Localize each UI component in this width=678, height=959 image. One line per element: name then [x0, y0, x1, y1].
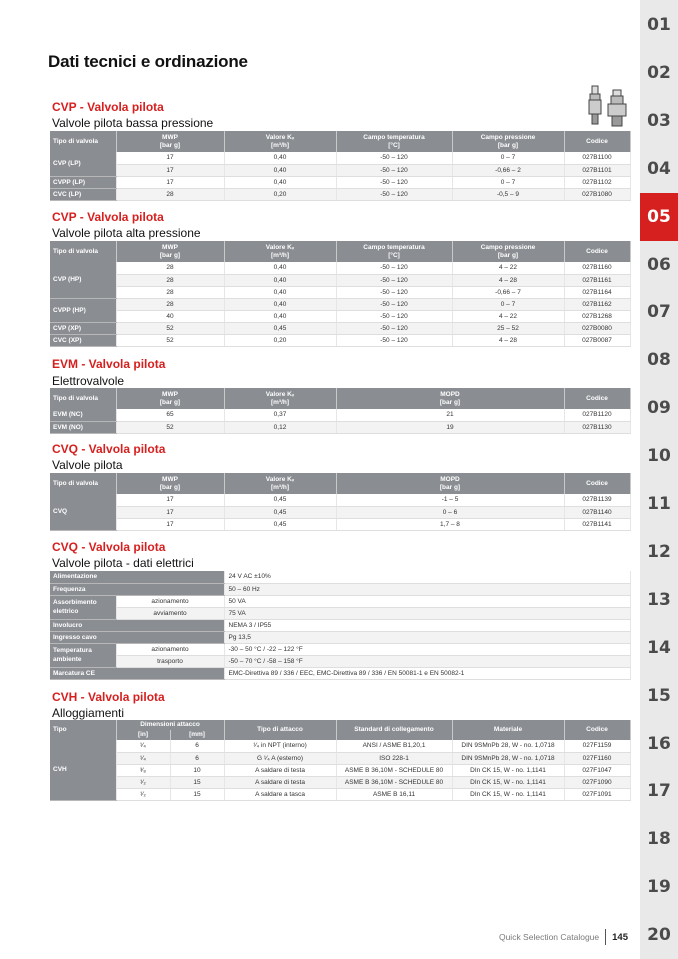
table-cell: 027B1130: [564, 421, 630, 433]
table-cell: 10: [170, 764, 224, 776]
table-cell: 65: [116, 409, 224, 421]
column-header: Valore Kᵥ [m³/h]: [224, 388, 336, 409]
section-subtitle-cvp-lp: Valvole pilota bassa pressione: [52, 116, 214, 130]
table-cell: 027B1268: [564, 310, 630, 322]
column-header: Tipo di valvola: [50, 241, 116, 262]
table-cell: -50 – 70 °C / -58 – 158 °F: [224, 655, 630, 667]
column-header: Valore Kᵥ [m³/h]: [224, 241, 336, 262]
header-standard: Standard di collegamento: [336, 720, 452, 740]
table-cvq-electrical: [50, 571, 631, 680]
table-cell: 4 – 28: [452, 274, 564, 286]
table-row: [50, 274, 630, 286]
section-subtitle-cvq-elec: Valvole pilota - dati elettrici: [52, 556, 194, 570]
table-cell: DIN 9SMnPb 28, W - no. 1,0718: [452, 740, 564, 752]
table-cell: 50 VA: [224, 595, 630, 607]
row-label: Marcatura CE: [50, 667, 224, 679]
row-label: Frequenza: [50, 583, 224, 595]
table-row: [50, 788, 630, 800]
table-cell: 17: [116, 494, 224, 506]
table-cell: A saldare a tasca: [224, 788, 336, 800]
chapter-tab-03[interactable]: 03: [647, 110, 671, 131]
column-header: Tipo di valvola: [50, 473, 116, 494]
chapter-tab-11[interactable]: 11: [647, 494, 671, 514]
chapter-tab-14[interactable]: 14: [647, 637, 671, 658]
table-cvp-lp: [50, 131, 631, 201]
table-cell: -50 – 120: [336, 310, 452, 322]
table-cell: 0,40: [224, 152, 336, 164]
table-cell: ASME B 36,10M - SCHEDULE 80: [336, 764, 452, 776]
table-row: [50, 409, 630, 421]
chapter-tab-19[interactable]: 19: [647, 877, 671, 898]
table-cell: 0 – 7: [452, 152, 564, 164]
table-row: [50, 262, 630, 274]
table-cell: NEMA 3 / IP55: [224, 619, 630, 631]
chapter-tab-04[interactable]: 04: [647, 158, 671, 179]
table-cell: ¹⁄₄: [116, 752, 170, 764]
chapter-tab-12[interactable]: 12: [647, 541, 671, 562]
table-cell: G ¹⁄₄ A (esterno): [224, 752, 336, 764]
chapter-tab-strip: [640, 0, 678, 959]
table-row: [50, 764, 630, 776]
header-in: [in]: [116, 730, 170, 740]
table-cell: 52: [116, 334, 224, 346]
table-cell: -50 – 120: [336, 298, 452, 310]
column-header: Tipo di valvola: [50, 131, 116, 152]
column-header: Campo temperatura [°C]: [336, 241, 452, 262]
header-mm: [mm]: [170, 730, 224, 740]
table-cell: 0,40: [224, 164, 336, 176]
table-row: [50, 619, 630, 631]
row-sublabel: avviamento: [116, 607, 224, 619]
column-header: Codice: [564, 388, 630, 409]
table-cell: 027F1160: [564, 752, 630, 764]
table-cell: 027B0087: [564, 334, 630, 346]
table-row: [50, 310, 630, 322]
section-subtitle-cvh: Alloggiamenti: [52, 706, 125, 720]
header-codice: Codice: [564, 720, 630, 740]
row-label: CVC (LP): [50, 188, 116, 200]
section-title-cvp-hp: CVP - Valvola pilota: [52, 210, 164, 224]
table-cell: 0,20: [224, 334, 336, 346]
table-cell: 027B1120: [564, 409, 630, 421]
chapter-tab-13[interactable]: 13: [647, 589, 671, 610]
table-cell: A saldare di testa: [224, 776, 336, 788]
table-cell: -50 – 120: [336, 152, 452, 164]
column-header: Campo pressione [bar g]: [452, 241, 564, 262]
table-row: [50, 583, 630, 595]
table-cell: ¹⁄₄ in NPT (interno): [224, 740, 336, 752]
table-cell: 52: [116, 322, 224, 334]
table-cell: ¹⁄₂: [116, 776, 170, 788]
row-label: EVM (NO): [50, 421, 116, 433]
table-cell: ¹⁄₄: [116, 740, 170, 752]
column-header: Codice: [564, 131, 630, 152]
table-row: [50, 298, 630, 310]
section-subtitle-cvp-hp: Valvole pilota alta pressione: [52, 226, 201, 240]
table-cell: 17: [116, 164, 224, 176]
table-cvq: [50, 473, 631, 531]
table-cell: 0,40: [224, 176, 336, 188]
table-cell: DIn CK 15, W - no. 1,1141: [452, 776, 564, 788]
table-row: [50, 152, 630, 164]
row-label: CVC (XP): [50, 334, 116, 346]
table-cell: 027B0080: [564, 322, 630, 334]
table-cell: 19: [336, 421, 564, 433]
table-cell: ASME B 16,11: [336, 788, 452, 800]
pilot-valve-icon: [586, 84, 630, 137]
chapter-tab-01[interactable]: 01: [647, 15, 671, 35]
table-cell: -50 – 120: [336, 322, 452, 334]
table-row: [50, 740, 630, 752]
table-cell: 0,45: [224, 506, 336, 518]
table-row: [50, 571, 630, 583]
column-header: Tipo di valvola: [50, 388, 116, 409]
chapter-tab-02[interactable]: 02: [647, 62, 671, 83]
table-cvh: [50, 720, 631, 801]
table-cell: -0,66 – 2: [452, 164, 564, 176]
table-cell: 0 – 7: [452, 176, 564, 188]
table-cell: 0,40: [224, 274, 336, 286]
section-title-evm: EVM - Valvola pilota: [52, 357, 166, 371]
table-cell: -50 – 120: [336, 286, 452, 298]
table-cell: 027B1080: [564, 188, 630, 200]
table-cell: 17: [116, 152, 224, 164]
chapter-tab-18[interactable]: 18: [647, 829, 671, 850]
table-cell: -30 – 50 °C / -22 – 122 °F: [224, 643, 630, 655]
row-label: CVP (HP): [50, 262, 116, 298]
table-cell: 0,40: [224, 310, 336, 322]
row-label: CVQ: [50, 494, 116, 530]
page-footer: [499, 929, 628, 945]
table-cell: 40: [116, 310, 224, 322]
table-cell: 027B1161: [564, 274, 630, 286]
header-tipo-attacco: Tipo di attacco: [224, 720, 336, 740]
column-header: Campo pressione [bar g]: [452, 131, 564, 152]
chapter-tab-16[interactable]: 16: [647, 733, 671, 754]
column-header: Valore Kᵥ [m³/h]: [224, 473, 336, 494]
table-cell: 28: [116, 274, 224, 286]
row-label: CVPP (LP): [50, 176, 116, 188]
table-cell: 027F1159: [564, 740, 630, 752]
row-label: Alimentazione: [50, 571, 224, 583]
row-label: CVP (LP): [50, 152, 116, 176]
table-cell: -50 – 120: [336, 262, 452, 274]
table-cell: 75 VA: [224, 607, 630, 619]
table-cell: 1,7 – 8: [336, 518, 564, 530]
table-cell: 0,37: [224, 409, 336, 421]
table-cell: -50 – 120: [336, 274, 452, 286]
table-row: [50, 176, 630, 188]
table-cell: 17: [116, 506, 224, 518]
section-subtitle-evm: Elettrovalvole: [52, 374, 125, 388]
footer-divider: [605, 929, 606, 945]
table-cell: Pg 13,5: [224, 631, 630, 643]
header-tipo: Tipo: [50, 720, 116, 740]
table-cell: 6: [170, 752, 224, 764]
row-label: Ingresso cavo: [50, 631, 224, 643]
table-cell: 4 – 22: [452, 310, 564, 322]
table-cell: 28: [116, 298, 224, 310]
table-cell: 28: [116, 286, 224, 298]
table-cell: 25 – 52: [452, 322, 564, 334]
table-cell: A saldare di testa: [224, 764, 336, 776]
table-cell: -50 – 120: [336, 164, 452, 176]
table-cell: DIn CK 15, W - no. 1,1141: [452, 764, 564, 776]
table-cell: 24 V AC ±10%: [224, 571, 630, 583]
chapter-tab-05[interactable]: 05: [640, 193, 678, 241]
table-cell: 4 – 22: [452, 262, 564, 274]
column-header: Codice: [564, 241, 630, 262]
table-cell: 027B1141: [564, 518, 630, 530]
table-cell: -1 – 5: [336, 494, 564, 506]
table-cell: 0,40: [224, 286, 336, 298]
table-cell: 28: [116, 188, 224, 200]
row-label: EVM (NC): [50, 409, 116, 421]
table-row: [50, 334, 630, 346]
column-header: Valore Kᵥ [m³/h]: [224, 131, 336, 152]
chapter-tab-15[interactable]: 15: [647, 685, 671, 706]
table-cell: 027F1091: [564, 788, 630, 800]
table-cell: 0 – 7: [452, 298, 564, 310]
table-cell: EMC-Direttiva 89 / 336 / EEC, EMC-Direttiva 89 / 336 / EN 50081-1 e EN 50082-1: [224, 667, 630, 679]
chapter-tab-09[interactable]: 09: [647, 398, 671, 419]
table-cell: ANSI / ASME B1,20,1: [336, 740, 452, 752]
row-label: Assorbimento elettrico: [50, 595, 116, 619]
table-cell: 15: [170, 776, 224, 788]
row-label: CVH: [50, 740, 116, 800]
table-cell: DIN 9SMnPb 28, W - no. 1,0718: [452, 752, 564, 764]
table-cell: -50 – 120: [336, 176, 452, 188]
table-cell: -0,66 – 7: [452, 286, 564, 298]
row-label: CVP (XP): [50, 322, 116, 334]
table-row: [50, 322, 630, 334]
table-cell: -50 – 120: [336, 334, 452, 346]
column-header: Campo temperatura [°C]: [336, 131, 452, 152]
table-cell: 027B1139: [564, 494, 630, 506]
table-cell: 027B1140: [564, 506, 630, 518]
column-header: MWP [bar g]: [116, 131, 224, 152]
table-row: [50, 164, 630, 176]
row-label: Temperatura ambiente: [50, 643, 116, 667]
table-cell: 027B1162: [564, 298, 630, 310]
table-cell: 28: [116, 262, 224, 274]
table-cell: 0,20: [224, 188, 336, 200]
section-subtitle-cvq: Valvole pilota: [52, 458, 123, 472]
section-title-cvq: CVQ - Valvola pilota: [52, 442, 166, 456]
section-title-cvh: CVH - Valvola pilota: [52, 690, 165, 704]
table-cell: 027B1101: [564, 164, 630, 176]
table-cell: ASME B 36,10M - SCHEDULE 80: [336, 776, 452, 788]
table-row: [50, 518, 630, 530]
table-row: [50, 752, 630, 764]
column-header: MOPD [bar g]: [336, 388, 564, 409]
table-cell: ¹⁄₂: [116, 788, 170, 800]
column-header: MWP [bar g]: [116, 241, 224, 262]
page-title: Dati tecnici e ordinazione: [48, 52, 248, 71]
table-row: [50, 655, 630, 667]
table-cell: 17: [116, 518, 224, 530]
table-cell: 0,40: [224, 298, 336, 310]
chapter-tab-10[interactable]: 10: [647, 446, 671, 467]
column-header: MWP [bar g]: [116, 388, 224, 409]
table-cell: 17: [116, 176, 224, 188]
chapter-tab-20[interactable]: 20: [647, 925, 671, 946]
page-number: 145: [612, 931, 628, 943]
table-row: [50, 643, 630, 655]
chapter-tab-06[interactable]: 06: [647, 254, 671, 275]
footer-catalogue-title: Quick Selection Catalogue: [498, 932, 600, 942]
row-sublabel: trasporto: [116, 655, 224, 667]
table-cell: 027F1090: [564, 776, 630, 788]
row-sublabel: azionamento: [116, 643, 224, 655]
table-cell: ISO 228-1: [336, 752, 452, 764]
table-row: [50, 595, 630, 607]
column-header: MOPD [bar g]: [336, 473, 564, 494]
chapter-tab-17[interactable]: 17: [647, 781, 671, 802]
table-cell: 027B1100: [564, 152, 630, 164]
table-row: [50, 494, 630, 506]
header-materiale: Materiale: [452, 720, 564, 740]
column-header: MWP [bar g]: [116, 473, 224, 494]
table-row: [50, 421, 630, 433]
header-dimensioni: Dimensioni attacco: [116, 720, 224, 730]
table-cvp-hp: [50, 241, 631, 347]
table-cell: 0,40: [224, 262, 336, 274]
chapter-tab-08[interactable]: 08: [647, 350, 671, 371]
row-sublabel: azionamento: [116, 595, 224, 607]
table-cell: 0,45: [224, 322, 336, 334]
table-cell: 52: [116, 421, 224, 433]
table-cell: 0,45: [224, 494, 336, 506]
table-cell: 027B1164: [564, 286, 630, 298]
table-row: [50, 286, 630, 298]
table-row: [50, 607, 630, 619]
table-cell: 0,12: [224, 421, 336, 433]
table-cell: -0,5 – 9: [452, 188, 564, 200]
table-cell: -50 – 120: [336, 188, 452, 200]
table-row: [50, 188, 630, 200]
table-cell: 15: [170, 788, 224, 800]
table-row: [50, 631, 630, 643]
row-label: CVPP (HP): [50, 298, 116, 322]
table-cell: 21: [336, 409, 564, 421]
table-evm: [50, 388, 631, 434]
table-cell: 027B1102: [564, 176, 630, 188]
chapter-tab-07[interactable]: 07: [647, 302, 671, 323]
section-title-cvp-lp: CVP - Valvola pilota: [52, 100, 164, 114]
table-cell: 027B1160: [564, 262, 630, 274]
table-row: [50, 506, 630, 518]
table-cell: 0 – 6: [336, 506, 564, 518]
column-header: Codice: [564, 473, 630, 494]
row-label: Involucro: [50, 619, 224, 631]
table-cell: 4 – 28: [452, 334, 564, 346]
table-row: [50, 667, 630, 679]
section-title-cvq-elec: CVQ - Valvola pilota: [52, 540, 166, 554]
table-cell: ³⁄₈: [116, 764, 170, 776]
table-row: [50, 776, 630, 788]
table-cell: 6: [170, 740, 224, 752]
table-cell: DIn CK 15, W - no. 1,1141: [452, 788, 564, 800]
table-cell: 50 – 60 Hz: [224, 583, 630, 595]
table-cell: 0,45: [224, 518, 336, 530]
table-cell: 027F1047: [564, 764, 630, 776]
